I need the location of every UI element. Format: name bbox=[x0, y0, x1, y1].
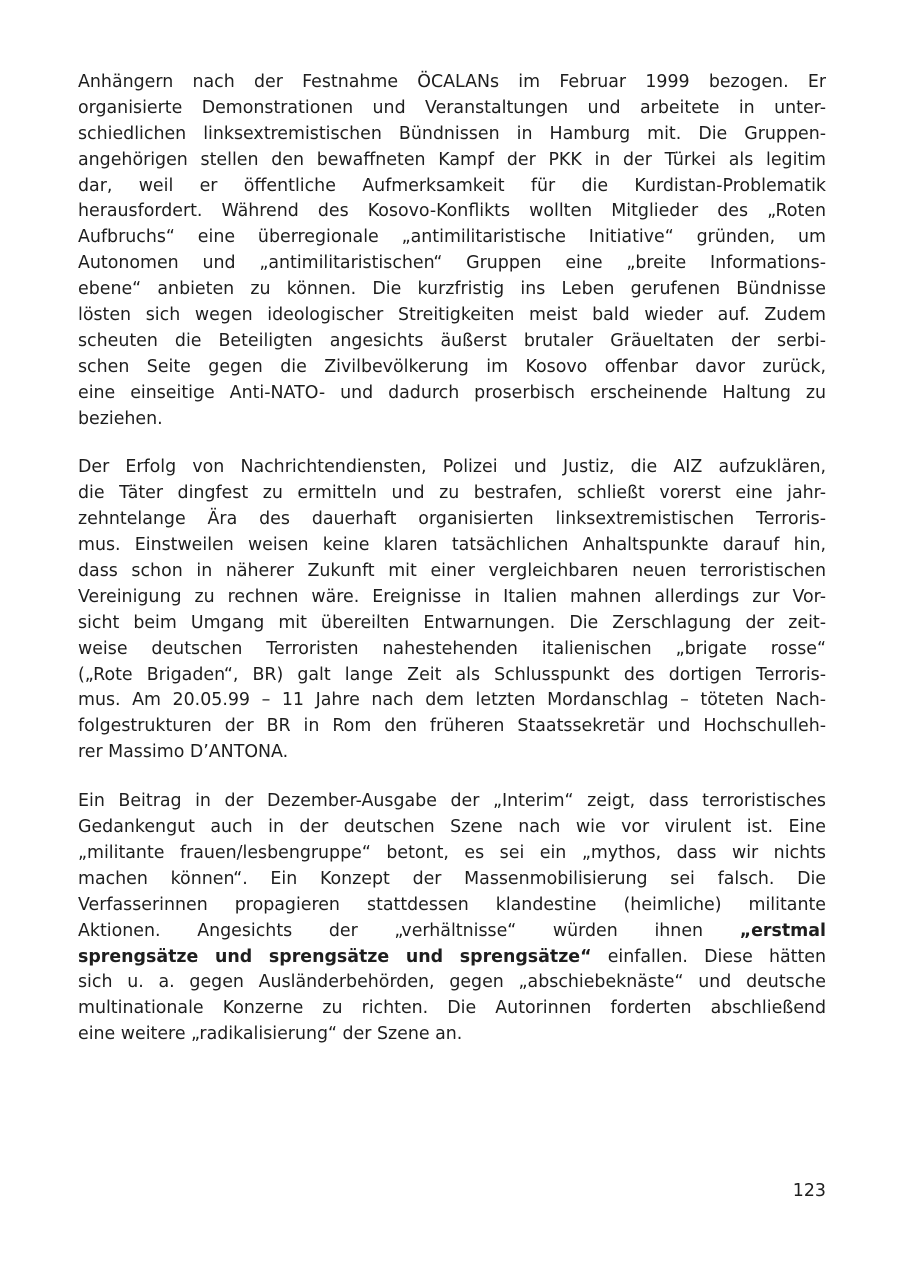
text-line bbox=[78, 507, 826, 533]
text-segment: die Täter dingfest zu ermitteln und zu bestrafen, schließt vorerst eine jahr- bbox=[78, 483, 826, 504]
text-line bbox=[78, 559, 826, 585]
paragraph bbox=[78, 70, 826, 432]
text-segment: Vereinigung zu rechnen wäre. Ereignisse in Italien mahnen allerdings zur Vor- bbox=[78, 586, 826, 607]
text-segment: ebene“ anbieten zu können. Die kurzfristig ins Leben gerufenen Bündnisse bbox=[78, 279, 826, 300]
text-line bbox=[78, 789, 826, 815]
text-line bbox=[78, 455, 826, 481]
text-line bbox=[78, 277, 826, 303]
text-segment: Anhängern nach der Festnahme ÖCALANs im Februar 1999 bezogen. Er bbox=[78, 72, 826, 92]
text-line bbox=[78, 996, 826, 1022]
text-line bbox=[78, 70, 826, 96]
text-segment: Gedankengut auch in der deutschen Szene nach wie vor virulent ist. Eine bbox=[78, 817, 826, 838]
text-line bbox=[78, 1022, 826, 1048]
text-segment: Autonomen und „antimilitaristischen“ Gruppen eine „breite Informations- bbox=[78, 253, 826, 274]
text-line bbox=[78, 867, 826, 893]
text-line bbox=[78, 148, 826, 174]
text-segment: „militante frauen/lesbengruppe“ betont, es sei ein „mythos, dass wir nichts bbox=[78, 842, 826, 863]
text-line bbox=[78, 714, 826, 740]
text-line bbox=[78, 688, 826, 714]
text-segment: zehntelange Ära des dauerhaft organisierten linksextremistischen Terroris- bbox=[78, 509, 826, 530]
text-segment: Ein Beitrag in der Dezember-Ausgabe der „Interim“ zeigt, dass terroristisches bbox=[78, 791, 826, 812]
text-segment: sicht beim Umgang mit übereilten Entwarnungen. Die Zerschlagung der zeit- bbox=[78, 612, 826, 633]
text-segment: („Rote Brigaden“, BR) galt lange Zeit als Schlusspunkt des dortigen Terroris- bbox=[78, 664, 826, 685]
text-segment: folgestrukturen der BR in Rom den früheren Staatssekretär und Hochschulleh- bbox=[78, 716, 826, 737]
text-segment: eine weitere „radikalisierung“ der Szene an. bbox=[78, 1024, 463, 1045]
bold-text: „erstmal bbox=[739, 920, 826, 941]
text-line bbox=[78, 407, 826, 433]
text-segment: weise deutschen Terroristen nahestehenden italienischen „brigate rosse“ bbox=[78, 638, 826, 659]
text-segment: beziehen. bbox=[78, 408, 163, 429]
text-line bbox=[78, 919, 826, 945]
text-segment: Verfasserinnen propagieren stattdessen klandestine (heimliche) militante bbox=[78, 894, 826, 915]
document-body bbox=[78, 70, 826, 1071]
text-line bbox=[78, 122, 826, 148]
text-segment: dar, weil er öffentliche Aufmerksamkeit für die Kurdistan-Problematik bbox=[78, 175, 826, 196]
text-segment: Der Erfolg von Nachrichtendiensten, Polizei und Justiz, die AIZ aufzuklären, bbox=[78, 457, 826, 478]
text-line bbox=[78, 303, 826, 329]
text-line bbox=[78, 481, 826, 507]
text-segment: scheuten die Beteiligten angesichts äußerst brutaler Gräueltaten der serbi- bbox=[78, 330, 826, 351]
text-line bbox=[78, 96, 826, 122]
text-line bbox=[78, 815, 826, 841]
paragraph bbox=[78, 789, 826, 1048]
text-segment: mus. Einstweilen weisen keine klaren tatsächlichen Anhaltspunkte darauf hin, bbox=[78, 535, 826, 556]
text-line bbox=[78, 663, 826, 689]
text-line bbox=[78, 381, 826, 407]
text-segment: sich u. a. gegen Ausländerbehörden, gegen „abschiebeknäste“ und deutsche bbox=[78, 972, 826, 993]
text-line bbox=[78, 251, 826, 277]
text-line bbox=[78, 199, 826, 225]
text-line bbox=[78, 841, 826, 867]
text-segment: organisierte Demonstrationen und Veranstaltungen und arbeitete in unter- bbox=[78, 97, 826, 118]
text-line bbox=[78, 945, 826, 971]
text-segment: multinationale Konzerne zu richten. Die Autorinnen forderten abschließend bbox=[78, 998, 826, 1019]
text-line bbox=[78, 355, 826, 381]
page-number: 123 bbox=[792, 1181, 826, 1201]
text-line bbox=[78, 533, 826, 559]
text-line bbox=[78, 225, 826, 251]
text-line bbox=[78, 893, 826, 919]
text-segment: dass schon in näherer Zukunft mit einer vergleichbaren neuen terroristischen bbox=[78, 561, 826, 582]
bold-text: sprengsätze und sprengsätze und sprengsätze“ bbox=[78, 946, 592, 967]
text-line bbox=[78, 585, 826, 611]
paragraph bbox=[78, 455, 826, 766]
text-segment: schen Seite gegen die Zivilbevölkerung im Kosovo offenbar davor zurück, bbox=[78, 356, 826, 377]
text-line bbox=[78, 611, 826, 637]
text-segment: schiedlichen linksextremistischen Bündnissen in Hamburg mit. Die Gruppen- bbox=[78, 123, 826, 144]
text-segment: eine einseitige Anti-NATO- und dadurch proserbisch erscheinende Haltung zu bbox=[78, 382, 826, 403]
text-segment: Aktionen. Angesichts der „verhältnisse“ würden ihnen bbox=[78, 920, 740, 941]
text-segment: Aufbruchs“ eine überregionale „antimilitaristische Initiative“ gründen, um bbox=[78, 227, 826, 248]
text-segment: angehörigen stellen den bewaffneten Kampf der PKK in der Türkei als legitim bbox=[78, 149, 826, 170]
text-line bbox=[78, 329, 826, 355]
text-segment: herausfordert. Während des Kosovo-Konflikts wollten Mitglieder des „Roten bbox=[78, 201, 826, 222]
text-line bbox=[78, 174, 826, 200]
text-line bbox=[78, 740, 826, 766]
text-segment: rer Massimo D’ANTONA. bbox=[78, 742, 289, 763]
text-segment: einfallen. Diese hätten bbox=[591, 946, 826, 967]
text-segment: machen können“. Ein Konzept der Massenmobilisierung sei falsch. Die bbox=[78, 868, 826, 889]
text-segment: lösten sich wegen ideologischer Streitigkeiten meist bald wieder auf. Zudem bbox=[78, 305, 826, 326]
text-line bbox=[78, 970, 826, 996]
text-segment: mus. Am 20.05.99 – 11 Jahre nach dem letzten Mordanschlag – töteten Nach- bbox=[78, 690, 826, 711]
text-line bbox=[78, 637, 826, 663]
